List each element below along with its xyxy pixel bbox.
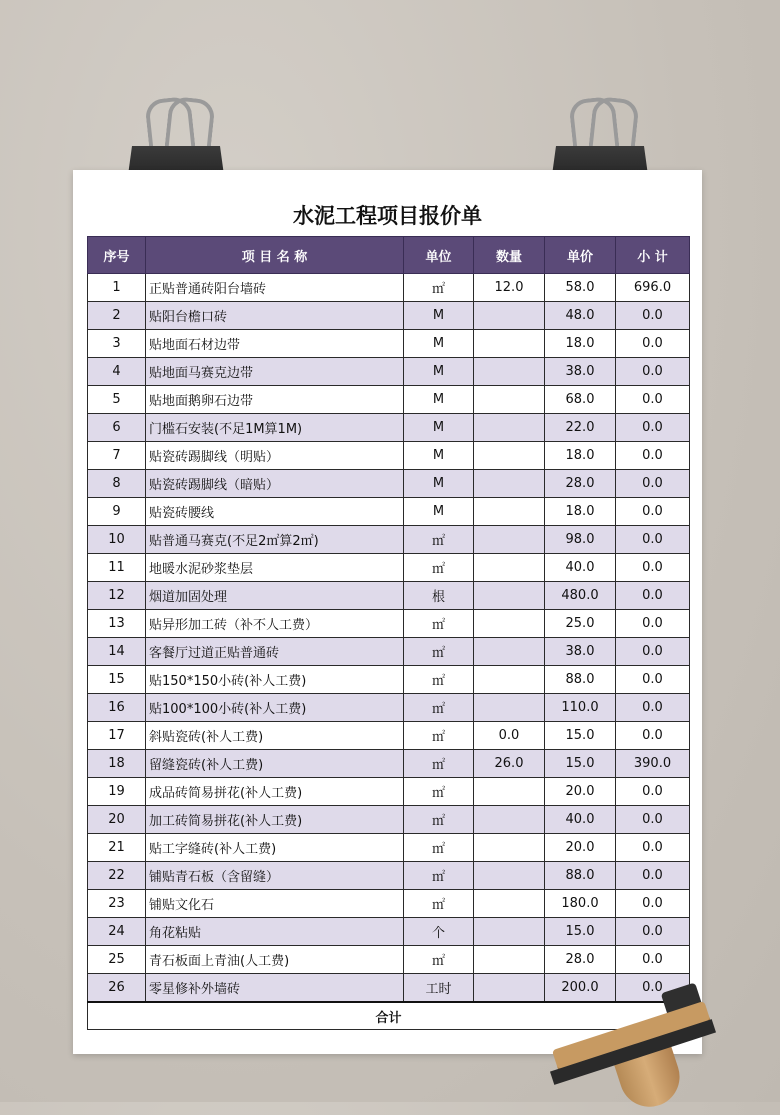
unit-price: 98.0 (545, 526, 616, 554)
quantity (474, 666, 545, 694)
row-index: 18 (88, 750, 146, 778)
item-name: 贴地面鹅卵石边带 (146, 386, 404, 414)
quantity (474, 834, 545, 862)
row-index: 26 (88, 974, 146, 1003)
item-name: 留缝瓷砖(补人工费) (146, 750, 404, 778)
subtotal: 0.0 (616, 918, 690, 946)
quantity (474, 890, 545, 918)
unit-price: 180.0 (545, 890, 616, 918)
subtotal: 0.0 (616, 638, 690, 666)
quantity (474, 330, 545, 358)
row-index: 25 (88, 946, 146, 974)
item-name: 门槛石安装(不足1M算1M) (146, 414, 404, 442)
table-row (88, 806, 690, 834)
header-subtotal: 小 计 (616, 237, 690, 274)
unit: 根 (404, 582, 474, 610)
unit-price: 40.0 (545, 806, 616, 834)
subtotal: 0.0 (616, 694, 690, 722)
quantity (474, 694, 545, 722)
row-index: 3 (88, 330, 146, 358)
unit-price: 28.0 (545, 946, 616, 974)
unit: ㎡ (404, 722, 474, 750)
quantity: 12.0 (474, 274, 545, 302)
item-name: 客餐厅过道正贴普通砖 (146, 638, 404, 666)
unit: M (404, 498, 474, 526)
row-index: 24 (88, 918, 146, 946)
table-row (88, 470, 690, 498)
item-name: 铺贴文化石 (146, 890, 404, 918)
table-row (88, 694, 690, 722)
table-row (88, 638, 690, 666)
table-row (88, 442, 690, 470)
item-name: 贴异形加工砖（补不人工费） (146, 610, 404, 638)
unit-price: 28.0 (545, 470, 616, 498)
table-row (88, 358, 690, 386)
quantity (474, 414, 545, 442)
quantity (474, 806, 545, 834)
total-label: 合计 (88, 1002, 690, 1030)
row-index: 5 (88, 386, 146, 414)
quantity (474, 610, 545, 638)
unit-price: 38.0 (545, 638, 616, 666)
table-row (88, 778, 690, 806)
unit-price: 18.0 (545, 498, 616, 526)
row-index: 10 (88, 526, 146, 554)
item-name: 成品砖简易拼花(补人工费) (146, 778, 404, 806)
unit-price: 38.0 (545, 358, 616, 386)
quantity (474, 974, 545, 1003)
item-name: 铺贴青石板（含留缝） (146, 862, 404, 890)
table-row (88, 834, 690, 862)
row-index: 13 (88, 610, 146, 638)
subtotal: 390.0 (616, 750, 690, 778)
subtotal: 0.0 (616, 498, 690, 526)
table-header-row (88, 237, 690, 274)
table-row (88, 666, 690, 694)
item-name: 地暖水泥砂浆垫层 (146, 554, 404, 582)
unit: ㎡ (404, 554, 474, 582)
header-unit: 单位 (404, 237, 474, 274)
unit: ㎡ (404, 862, 474, 890)
table-row (88, 918, 690, 946)
subtotal: 0.0 (616, 358, 690, 386)
subtotal: 0.0 (616, 386, 690, 414)
page-title: 水泥工程项目报价单 (293, 204, 482, 228)
quantity (474, 582, 545, 610)
item-name: 贴150*150小砖(补人工费) (146, 666, 404, 694)
quantity (474, 862, 545, 890)
row-index: 15 (88, 666, 146, 694)
unit: M (404, 414, 474, 442)
quantity (474, 386, 545, 414)
table-row (88, 582, 690, 610)
unit: M (404, 386, 474, 414)
row-index: 1 (88, 274, 146, 302)
quantity: 0.0 (474, 722, 545, 750)
item-name: 贴瓷砖腰线 (146, 498, 404, 526)
unit-price: 20.0 (545, 834, 616, 862)
subtotal: 0.0 (616, 722, 690, 750)
table-row (88, 862, 690, 890)
item-name: 加工砖简易拼花(补人工费) (146, 806, 404, 834)
unit: 工时 (404, 974, 474, 1003)
row-index: 8 (88, 470, 146, 498)
unit: ㎡ (404, 778, 474, 806)
item-name: 贴瓷砖踢脚线（明贴） (146, 442, 404, 470)
quantity (474, 442, 545, 470)
unit: ㎡ (404, 274, 474, 302)
header-quantity: 数量 (474, 237, 545, 274)
table-row (88, 274, 690, 302)
unit-price: 68.0 (545, 386, 616, 414)
row-index: 23 (88, 890, 146, 918)
item-name: 贴地面马赛克边带 (146, 358, 404, 386)
row-index: 16 (88, 694, 146, 722)
row-index: 7 (88, 442, 146, 470)
unit: ㎡ (404, 610, 474, 638)
unit-price: 48.0 (545, 302, 616, 330)
subtotal: 0.0 (616, 526, 690, 554)
header-item-name: 项 目 名 称 (146, 237, 404, 274)
item-name: 贴地面石材边带 (146, 330, 404, 358)
subtotal: 0.0 (616, 554, 690, 582)
table-row (88, 946, 690, 974)
quantity: 26.0 (474, 750, 545, 778)
item-name: 斜贴瓷砖(补人工费) (146, 722, 404, 750)
row-index: 2 (88, 302, 146, 330)
table-row (88, 722, 690, 750)
table-row (88, 302, 690, 330)
subtotal: 0.0 (616, 302, 690, 330)
unit-price: 40.0 (545, 554, 616, 582)
table-row (88, 554, 690, 582)
item-name: 贴瓷砖踢脚线（暗贴） (146, 470, 404, 498)
table-row (88, 610, 690, 638)
subtotal: 0.0 (616, 470, 690, 498)
table-row (88, 526, 690, 554)
unit-price: 15.0 (545, 918, 616, 946)
unit-price: 22.0 (545, 414, 616, 442)
quantity (474, 470, 545, 498)
subtotal: 0.0 (616, 834, 690, 862)
subtotal: 696.0 (616, 274, 690, 302)
unit: M (404, 442, 474, 470)
row-index: 9 (88, 498, 146, 526)
unit: ㎡ (404, 694, 474, 722)
unit: ㎡ (404, 666, 474, 694)
unit: 个 (404, 918, 474, 946)
row-index: 4 (88, 358, 146, 386)
unit-price: 58.0 (545, 274, 616, 302)
row-index: 20 (88, 806, 146, 834)
quantity (474, 302, 545, 330)
table-row (88, 498, 690, 526)
quantity (474, 946, 545, 974)
unit-price: 25.0 (545, 610, 616, 638)
subtotal: 0.0 (616, 330, 690, 358)
item-name: 贴100*100小砖(补人工费) (146, 694, 404, 722)
row-index: 14 (88, 638, 146, 666)
subtotal: 0.0 (616, 890, 690, 918)
subtotal: 0.0 (616, 666, 690, 694)
subtotal: 0.0 (616, 946, 690, 974)
unit: ㎡ (404, 638, 474, 666)
quote-table (87, 236, 690, 1030)
quantity (474, 554, 545, 582)
item-name: 贴工字缝砖(补人工费) (146, 834, 404, 862)
subtotal: 0.0 (616, 806, 690, 834)
unit-price: 20.0 (545, 778, 616, 806)
header-index: 序号 (88, 237, 146, 274)
table-row (88, 750, 690, 778)
unit: ㎡ (404, 806, 474, 834)
unit-price: 18.0 (545, 330, 616, 358)
item-name: 正贴普通砖阳台墙砖 (146, 274, 404, 302)
row-index: 19 (88, 778, 146, 806)
table-row (88, 330, 690, 358)
subtotal: 0.0 (616, 582, 690, 610)
unit-price: 200.0 (545, 974, 616, 1003)
quote-sheet (73, 170, 702, 1054)
quantity (474, 778, 545, 806)
table-row (88, 386, 690, 414)
unit: M (404, 302, 474, 330)
item-name: 零星修补外墙砖 (146, 974, 404, 1003)
table-row (88, 890, 690, 918)
quantity (474, 638, 545, 666)
table-row (88, 414, 690, 442)
subtotal: 0.0 (616, 778, 690, 806)
row-index: 17 (88, 722, 146, 750)
subtotal: 0.0 (616, 862, 690, 890)
unit: ㎡ (404, 890, 474, 918)
row-index: 21 (88, 834, 146, 862)
unit: ㎡ (404, 750, 474, 778)
unit: M (404, 358, 474, 386)
quantity (474, 358, 545, 386)
unit-price: 15.0 (545, 722, 616, 750)
header-unit-price: 单价 (545, 237, 616, 274)
unit-price: 480.0 (545, 582, 616, 610)
unit-price: 110.0 (545, 694, 616, 722)
item-name: 烟道加固处理 (146, 582, 404, 610)
unit: M (404, 330, 474, 358)
subtotal: 0.0 (616, 610, 690, 638)
unit: M (404, 470, 474, 498)
unit-price: 15.0 (545, 750, 616, 778)
unit: ㎡ (404, 526, 474, 554)
quantity (474, 526, 545, 554)
item-name: 贴阳台檐口砖 (146, 302, 404, 330)
item-name: 青石板面上青油(人工费) (146, 946, 404, 974)
item-name: 贴普通马赛克(不足2㎡算2㎡) (146, 526, 404, 554)
rubber-stamp-icon (548, 985, 780, 1102)
row-index: 11 (88, 554, 146, 582)
row-index: 12 (88, 582, 146, 610)
unit-price: 88.0 (545, 862, 616, 890)
unit-price: 18.0 (545, 442, 616, 470)
subtotal: 0.0 (616, 974, 690, 1003)
unit: ㎡ (404, 946, 474, 974)
unit-price: 88.0 (545, 666, 616, 694)
subtotal: 0.0 (616, 414, 690, 442)
subtotal: 0.0 (616, 442, 690, 470)
item-name: 角花粘贴 (146, 918, 404, 946)
row-index: 6 (88, 414, 146, 442)
quantity (474, 918, 545, 946)
unit: ㎡ (404, 834, 474, 862)
quantity (474, 498, 545, 526)
row-index: 22 (88, 862, 146, 890)
